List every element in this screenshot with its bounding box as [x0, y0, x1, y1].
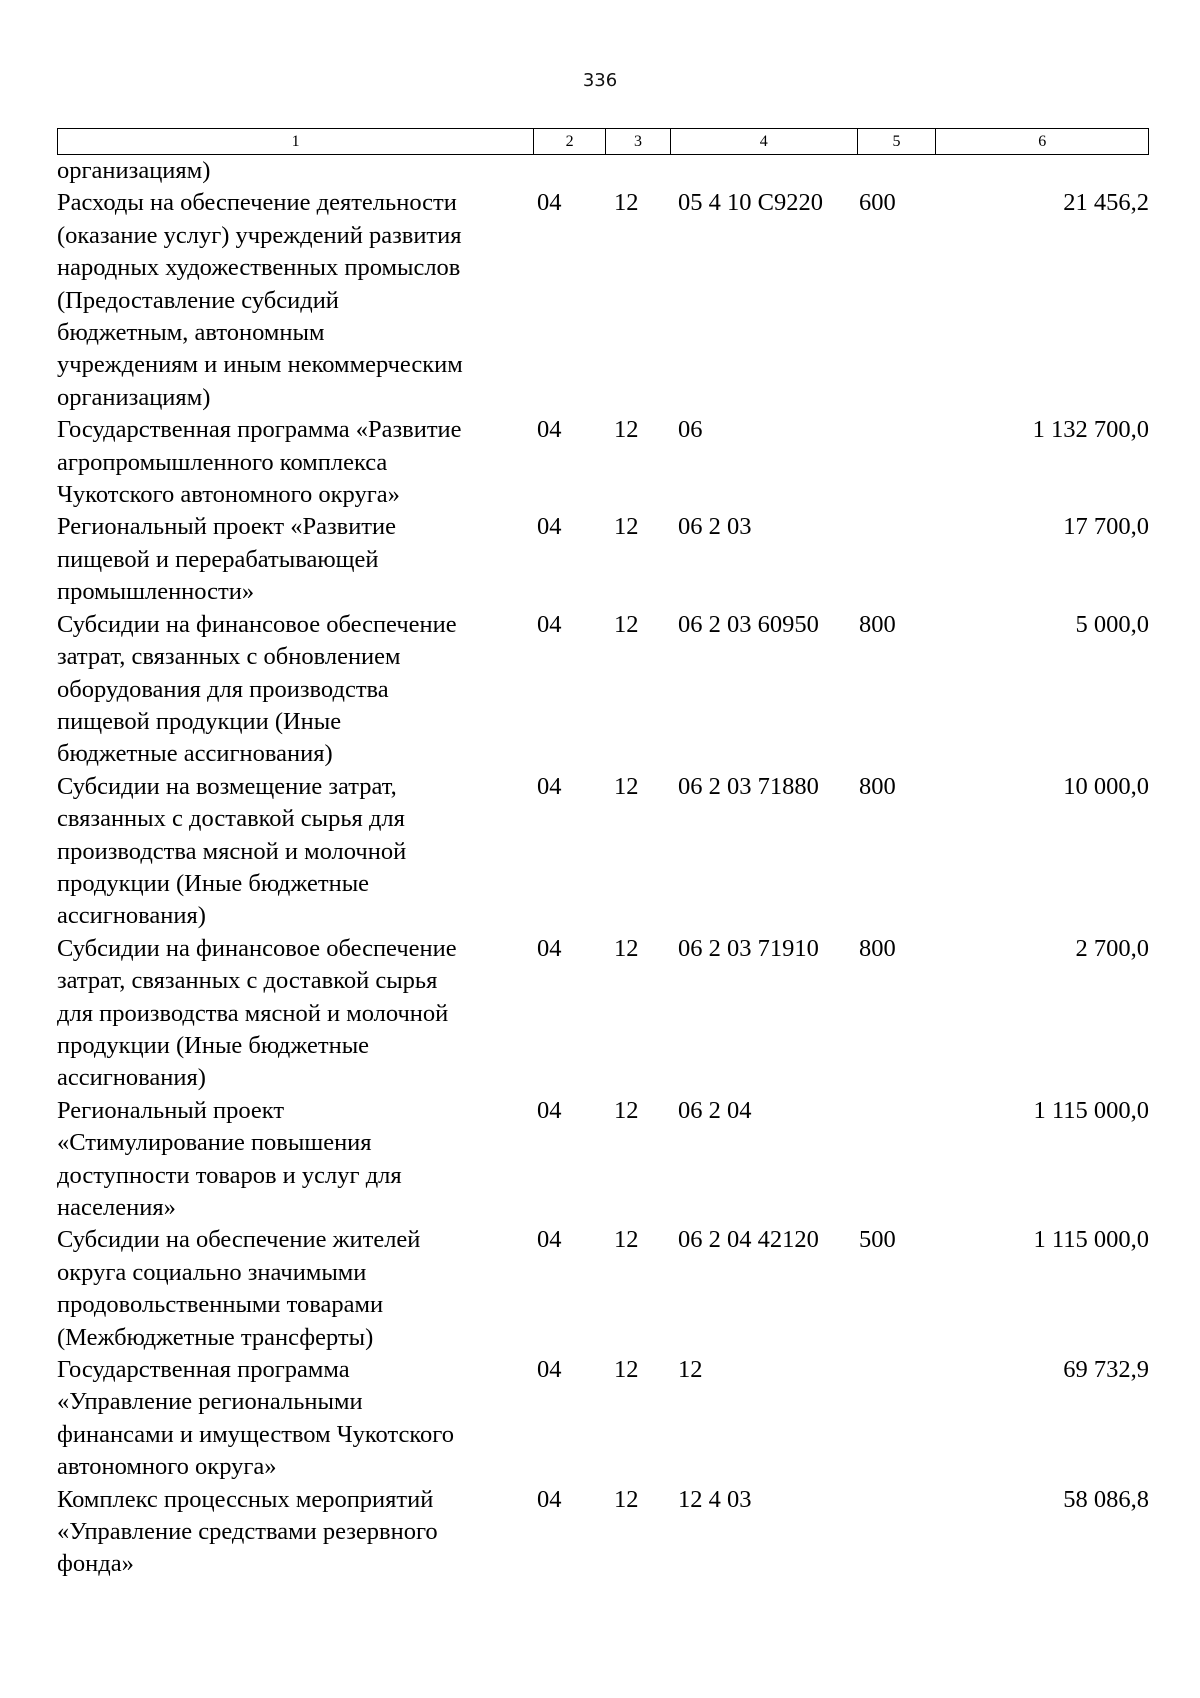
- row-expense-type-code: 800: [859, 934, 896, 962]
- header-col-5: 5: [858, 129, 937, 154]
- row-subsection-code: 12: [614, 772, 639, 800]
- row-subsection-code: 12: [614, 610, 639, 638]
- row-target-code: 06 2 03 60950: [678, 610, 819, 638]
- table-row: [57, 771, 1149, 933]
- row-expense-type-code: 500: [859, 1226, 896, 1254]
- description-line: Субсидии на финансовое обеспечение: [57, 934, 457, 962]
- table-row: [57, 155, 1149, 187]
- row-amount: 21 456,2: [1063, 189, 1149, 217]
- description-line: народных художественных промыслов: [57, 254, 461, 282]
- row-description: [57, 511, 534, 608]
- row-amount: 69 732,9: [1063, 1356, 1149, 1384]
- description-line: Комплекс процессных мероприятий: [57, 1485, 434, 1513]
- row-amount: 1 132 700,0: [1032, 416, 1149, 444]
- description-line: организациям): [57, 383, 211, 411]
- row-description: [57, 414, 534, 511]
- description-line: Субсидии на возмещение затрат,: [57, 772, 397, 800]
- row-amount: 1 115 000,0: [1033, 1096, 1149, 1124]
- description-line: (Межбюджетные трансферты): [57, 1323, 374, 1351]
- header-col-4: 4: [671, 129, 858, 154]
- row-target-code: 12: [678, 1356, 703, 1384]
- header-col-1: 1: [58, 129, 534, 154]
- description-line: финансами и имуществом Чукотского: [57, 1420, 454, 1448]
- row-expense-type-code: [858, 414, 937, 511]
- description-line: пищевой продукции (Иные: [57, 707, 342, 735]
- description-line: пищевой и перерабатывающей: [57, 545, 379, 573]
- row-section-code: 04: [537, 610, 562, 638]
- row-description: [57, 155, 534, 187]
- description-line: ассигнования): [57, 902, 206, 930]
- description-line: производства мясной и молочной: [57, 837, 407, 865]
- table-header: [57, 128, 1149, 155]
- description-line: Региональный проект: [57, 1096, 285, 1124]
- row-subsection-code: 12: [614, 416, 639, 444]
- description-line: (оказание услуг) учреждений развития: [57, 221, 462, 249]
- description-line: затрат, связанных с обновлением: [57, 643, 401, 671]
- row-section-code: 04: [537, 1096, 562, 1124]
- header-col-3: 3: [606, 129, 671, 154]
- row-target-code: 06: [678, 416, 703, 444]
- row-target-code: 06 2 03 71910: [678, 934, 819, 962]
- table-row: [57, 933, 1149, 1095]
- row-section-code: 04: [537, 513, 562, 541]
- row-section-code: 04: [537, 1356, 562, 1384]
- description-line: «Управление средствами резервного: [57, 1518, 438, 1546]
- description-line: Государственная программа: [57, 1356, 350, 1384]
- description-line: связанных с доставкой сырья для: [57, 805, 405, 833]
- row-target-code: 06 2 04: [678, 1096, 752, 1124]
- description-line: продукции (Иные бюджетные: [57, 869, 370, 897]
- row-subsection-code: 12: [614, 1356, 639, 1384]
- description-line: Субсидии на финансовое обеспечение: [57, 610, 457, 638]
- description-line: продукции (Иные бюджетные: [57, 1031, 370, 1059]
- table-row: [57, 609, 1149, 771]
- row-subsection-code: 12: [614, 1226, 639, 1254]
- row-section-code: 04: [537, 772, 562, 800]
- row-amount: 2 700,0: [1075, 934, 1149, 962]
- description-line: промышленности»: [57, 578, 255, 606]
- description-line: агропромышленного комплекса: [57, 448, 388, 476]
- description-line: Региональный проект «Развитие: [57, 513, 396, 541]
- table-row: [57, 414, 1149, 511]
- row-description: [57, 609, 534, 771]
- row-description: [57, 1484, 534, 1581]
- description-line: Государственная программа «Развитие: [57, 416, 462, 444]
- row-description: [57, 1354, 534, 1484]
- row-description: [57, 187, 534, 414]
- description-line: бюджетные ассигнования): [57, 740, 333, 768]
- header-col-6: 6: [1038, 132, 1047, 150]
- row-target-code: 12 4 03: [678, 1485, 752, 1513]
- row-expense-type-code: [858, 1484, 937, 1581]
- description-line: учреждениям и иным некоммерческим: [57, 351, 463, 379]
- row-description: [57, 1224, 534, 1354]
- table-row: [57, 1224, 1149, 1354]
- row-expense-type-code: 600: [859, 189, 896, 217]
- description-line: автономного округа»: [57, 1453, 277, 1481]
- description-line: бюджетным, автономным: [57, 319, 325, 347]
- page-number: 336: [582, 70, 618, 91]
- row-section-code: 04: [537, 189, 562, 217]
- description-line: организациям): [57, 157, 211, 184]
- row-target-code: 06 2 04 42120: [678, 1226, 819, 1254]
- description-line: округа социально значимыми: [57, 1258, 367, 1286]
- row-subsection-code: 12: [614, 1096, 639, 1124]
- row-section-code: 04: [537, 416, 562, 444]
- table-row: [57, 187, 1149, 414]
- row-subsection-code: 12: [614, 934, 639, 962]
- row-description: [57, 1095, 534, 1225]
- row-section-code: [534, 155, 606, 187]
- row-section-code: 04: [537, 1226, 562, 1254]
- row-amount: [937, 155, 1149, 187]
- description-line: Чукотского автономного округа»: [57, 481, 400, 509]
- row-description: [57, 771, 534, 933]
- description-line: ассигнования): [57, 1064, 206, 1092]
- description-line: Расходы на обеспечение деятельности: [57, 189, 457, 217]
- row-target-code: 05 4 10 С9220: [678, 189, 823, 217]
- description-line: «Управление региональными: [57, 1388, 363, 1416]
- table-row: [57, 1484, 1149, 1581]
- row-amount: 5 000,0: [1075, 610, 1149, 638]
- description-line: для производства мясной и молочной: [57, 999, 449, 1027]
- row-amount: 1 115 000,0: [1033, 1226, 1149, 1254]
- row-subsection-code: [606, 155, 671, 187]
- row-subsection-code: 12: [614, 513, 639, 541]
- row-expense-type-code: 800: [859, 610, 896, 638]
- description-line: доступности товаров и услуг для: [57, 1161, 402, 1189]
- row-description: [57, 933, 534, 1095]
- row-amount: 10 000,0: [1063, 772, 1149, 800]
- row-amount: 17 700,0: [1063, 513, 1149, 541]
- description-line: затрат, связанных с доставкой сырья: [57, 967, 438, 995]
- description-line: оборудования для производства: [57, 675, 389, 703]
- description-line: «Стимулирование повышения: [57, 1129, 372, 1157]
- description-line: населения»: [57, 1194, 176, 1221]
- row-section-code: 04: [537, 1485, 562, 1513]
- header-col-2: 2: [534, 129, 606, 154]
- table-row: [57, 1354, 1149, 1484]
- description-line: (Предоставление субсидий: [57, 286, 339, 314]
- row-expense-type-code: [858, 1095, 937, 1225]
- row-section-code: 04: [537, 934, 562, 962]
- table-row: [57, 1095, 1149, 1225]
- description-line: фонда»: [57, 1550, 134, 1578]
- row-expense-type-code: [858, 155, 937, 187]
- row-expense-type-code: 800: [859, 772, 896, 800]
- row-amount: 58 086,8: [1063, 1485, 1149, 1513]
- row-subsection-code: 12: [614, 189, 639, 217]
- table-body: [57, 155, 1149, 1581]
- row-expense-type-code: [858, 511, 937, 608]
- description-line: продовольственными товарами: [57, 1291, 384, 1319]
- description-line: Субсидии на обеспечение жителей: [57, 1226, 421, 1254]
- row-target-code: [671, 155, 858, 187]
- table-row: [57, 511, 1149, 608]
- row-expense-type-code: [858, 1354, 937, 1484]
- row-target-code: 06 2 03: [678, 513, 752, 541]
- row-subsection-code: 12: [614, 1485, 639, 1513]
- row-target-code: 06 2 03 71880: [678, 772, 819, 800]
